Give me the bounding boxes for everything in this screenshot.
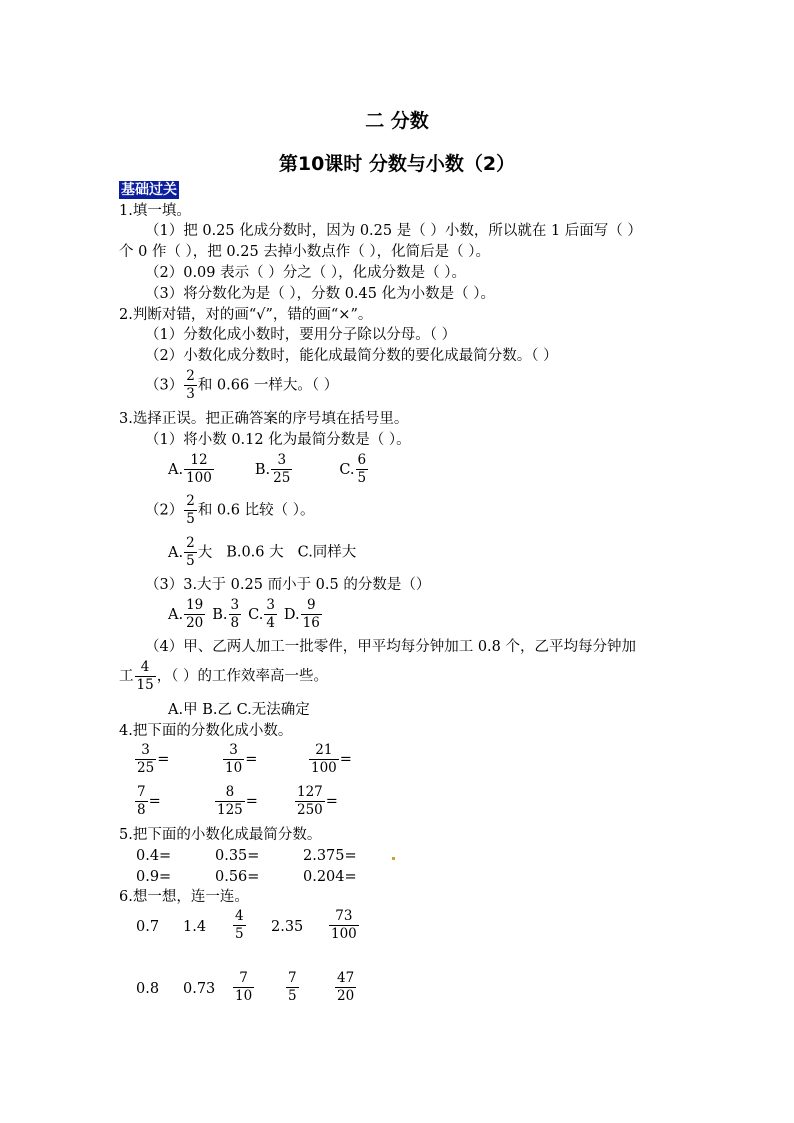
fraction: $\frac{7}{8}$ [137, 784, 146, 818]
q4-item: $\frac{21}{100}$ = [311, 742, 352, 776]
fraction: $\frac{3}{10}$ [225, 742, 243, 776]
q4-item: $\frac{3}{25}$ = [137, 742, 170, 776]
q2-line3: （3） $\frac{2}{3}$ 和 0.66 一样大。（ ） [145, 368, 339, 402]
fraction: $\frac{47}{20}$ [337, 970, 355, 1004]
q6-decimal: 1.4 [183, 919, 207, 935]
q5-item: 0.35= [215, 848, 260, 864]
q5-item: 0.9= [136, 869, 172, 885]
fraction: $\frac{73}{100}$ [331, 908, 357, 942]
fraction: $\frac{4}{15}$ [136, 659, 154, 693]
q6-heading: 6.想一想，连一连。 [119, 889, 249, 905]
q5-item: 0.56= [215, 869, 260, 885]
option-c: C. $\frac{6}{5}$ [339, 452, 367, 486]
q3-p1-text: （1）将小数 0.12 化为最简分数是（ ）。 [145, 432, 411, 448]
option-b: B. $\frac{3}{8}$ [212, 597, 240, 631]
lesson-title: 第10课时 分数与小数（2） [278, 153, 516, 175]
fraction: $\frac{6}{5}$ [357, 452, 367, 486]
q6-fraction [328, 908, 360, 943]
q3-p4-line2: 工 $\frac{4}{15}$ ，（ ）的工作效率高一些。 [119, 659, 329, 693]
option-c: C. $\frac{3}{4}$ [248, 597, 275, 631]
q6-fraction [232, 908, 247, 943]
q3-p4-line1: （4）甲、乙两人加工一批零件，甲平均每分钟加工 0.8 个，乙平均每分钟加 [145, 639, 637, 655]
unit-title: 二 分数 [365, 110, 429, 132]
q6-fraction [232, 970, 255, 1005]
q1-line3: （2）0.09 表示（ ）分之（ ），化成分数是（ ）。 [145, 265, 466, 281]
fraction: $\frac{2}{5}$ [186, 493, 195, 527]
q6-decimal: 0.73 [183, 981, 216, 997]
fraction: $\frac{3}{25}$ [137, 742, 155, 776]
q1-line1: （1）把 0.25 化成分数时，因为 0.25 是（ ）小数，所以就在 1 后面写（ ） [145, 223, 642, 239]
q4-item: $\frac{8}{125}$ = [217, 784, 258, 818]
fraction: $\frac{7}{10}$ [235, 970, 253, 1004]
fraction: $\frac{7}{5}$ [288, 970, 297, 1004]
fraction: $\frac{21}{100}$ [311, 742, 337, 776]
q3-p4-options: A.甲 B.乙 C.无法确定 [168, 702, 310, 718]
fraction: $\frac{8}{125}$ [217, 784, 243, 818]
fraction: $\frac{127}{250}$ [297, 784, 323, 818]
q3-p2-options [168, 535, 356, 570]
section-badge: 基础过关 [121, 182, 177, 198]
option-a: A. $\frac{19}{20}$ [168, 597, 204, 631]
q2-line2: （2）小数化成分数时，能化成最简分数的要化成最简分数。（ ） [145, 348, 558, 364]
q6-decimal: 0.8 [136, 981, 160, 997]
q3-p3-options [168, 597, 323, 632]
option-b: B.0.6 大 [226, 544, 284, 561]
q3-p1-options [168, 452, 369, 487]
q2-line1: （1）分数化成小数时，要用分子除以分母。（ ） [145, 327, 457, 343]
fraction: $\frac{4}{5}$ [235, 908, 244, 942]
stray-dot [392, 857, 395, 860]
q6-fraction [285, 970, 300, 1005]
fraction: $\frac{9}{16}$ [302, 597, 320, 631]
q6-fraction [334, 970, 357, 1005]
q4-item: $\frac{7}{8}$ = [137, 784, 161, 818]
q4-item: $\frac{127}{250}$ = [297, 784, 338, 818]
q2-heading: 2.判断对错，对的画“√”，错的画“×”。 [119, 307, 373, 323]
fraction: $\frac{3}{8}$ [230, 597, 240, 631]
q6-decimal: 0.7 [136, 919, 160, 935]
option-c: C.同样大 [297, 544, 357, 561]
q1-line2: 个 0 作（ ），把 0.25 去掉小数点作（ ），化简后是（ ）。 [119, 244, 491, 260]
fraction: $\frac{3}{4}$ [266, 597, 275, 631]
q3-p2-text: （2） $\frac{2}{5}$ 和 0.6 比较（ ）。 [145, 493, 315, 527]
option-a: A. $\frac{12}{100}$ [168, 452, 212, 486]
q5-heading: 5.把下面的小数化成最简分数。 [119, 827, 322, 843]
fraction: $\frac{19}{20}$ [186, 597, 204, 631]
q5-item: 0.204= [303, 869, 357, 885]
fraction: $\frac{2}{3}$ [186, 368, 195, 402]
q4-heading: 4.把下面的分数化成小数。 [119, 723, 293, 739]
option-b: B. $\frac{3}{25}$ [254, 452, 291, 486]
q3-heading: 3.选择正误。把正确答案的序号填在括号里。 [119, 411, 409, 427]
q1-line4: （3）将分数化为是（ ），分数 0.45 化为小数是（ ）。 [145, 286, 495, 302]
q5-item: 0.4= [136, 848, 172, 864]
q5-item: 2.375= [303, 848, 357, 864]
q4-item: $\frac{3}{10}$ = [225, 742, 258, 776]
q6-decimal: 2.35 [271, 919, 304, 935]
q3-p3-text: （3）3.大于 0.25 而小于 0.5 的分数是（） [145, 577, 431, 593]
fraction: $\frac{12}{100}$ [186, 452, 212, 486]
fraction: $\frac{2}{5}$ [186, 535, 195, 569]
option-a: A. $\frac{2}{5}$ 大 [168, 535, 213, 569]
option-d: D. $\frac{9}{16}$ [283, 597, 320, 631]
fraction: $\frac{3}{25}$ [273, 452, 291, 486]
q1-heading: 1.填一填。 [119, 203, 191, 219]
